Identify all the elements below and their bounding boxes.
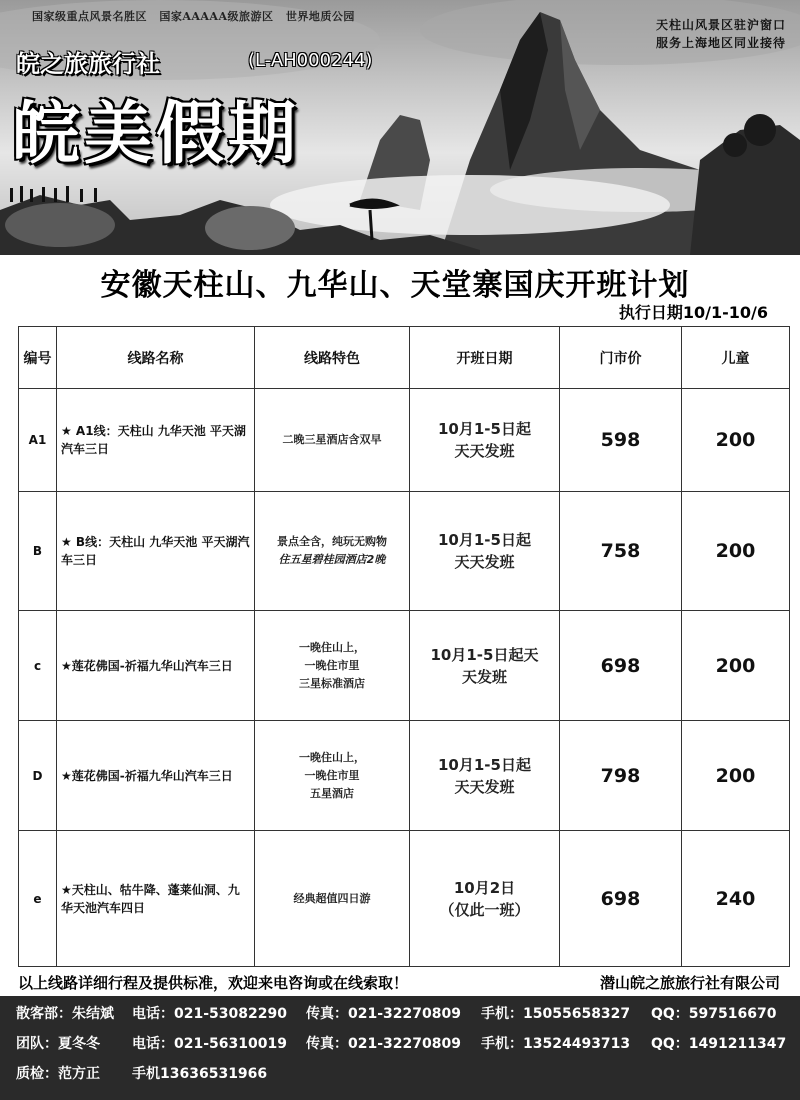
itinerary-notice: 以上线路详细行程及提供标准，欢迎来电咨询或在线索取！	[18, 974, 409, 992]
date-line: 10月2日	[453, 878, 516, 897]
table-row	[19, 831, 790, 967]
branch-note-line: 服务上海地区同业接待	[655, 36, 786, 50]
contact-mobile: 手机：13524493713	[481, 1036, 631, 1052]
departure-date	[410, 389, 560, 492]
table-row	[19, 389, 790, 492]
child-price: 200	[682, 721, 790, 831]
table-row	[19, 611, 790, 721]
departure-date	[410, 611, 560, 721]
feature-line: 一晚住市里	[304, 768, 360, 782]
route-feature	[255, 492, 410, 611]
table-row	[19, 492, 790, 611]
contact-fax: 传真：021-32270809	[306, 1006, 461, 1022]
route-name: ★ B线：天柱山 九华天池 平天湖汽车三日	[57, 492, 255, 611]
header-banner	[0, 0, 800, 255]
contact-mobile: 手机：15055658327	[481, 1006, 631, 1022]
table-row	[19, 721, 790, 831]
feature-line: 一晚住市里	[304, 658, 360, 672]
route-code: B	[19, 492, 57, 611]
feature-line: 三星标准酒店	[299, 676, 365, 690]
date-line: 天天发班	[454, 777, 515, 796]
date-line: （仅此一班）	[439, 900, 530, 919]
date-line: 天天发班	[454, 553, 515, 571]
retail-price: 758	[560, 492, 682, 611]
feature-line: 一晚住山上，	[299, 750, 365, 764]
feature-line: 一晚住山上，	[299, 640, 365, 654]
contact-role: 团队：夏冬冬	[16, 1036, 100, 1052]
page-title: 安徽天柱山、九华山、天堂寨国庆开班计划	[100, 268, 690, 303]
contact-phone: 电话：021-56310019	[132, 1036, 287, 1052]
date-line: 10月1-5日起天	[430, 645, 539, 664]
feature-line	[259, 551, 405, 569]
route-code: c	[19, 611, 57, 721]
agency-name: 皖之旅旅行社	[16, 50, 160, 78]
contact-qq: QQ：1491211347	[651, 1036, 787, 1052]
header-child-price: 儿童	[682, 327, 790, 389]
table-header-row	[19, 327, 790, 389]
child-price: 240	[682, 831, 790, 967]
contact-role: 质检：范方正	[16, 1066, 100, 1082]
header-code: 编号	[19, 327, 57, 389]
date-line: 天天发班	[454, 442, 515, 460]
contact-phone: 手机13636531966	[132, 1066, 268, 1082]
child-price: 200	[682, 611, 790, 721]
header-route-name: 线路名称	[57, 327, 255, 389]
route-feature	[255, 389, 410, 492]
retail-price: 598	[560, 389, 682, 492]
header-departure-date: 开班日期	[410, 327, 560, 389]
route-table	[18, 326, 790, 967]
date-line: 10月1-5日起	[438, 531, 531, 549]
route-feature	[255, 831, 410, 967]
execution-date: 执行日期10/1-10/6	[618, 303, 768, 322]
date-line: 天发班	[461, 667, 507, 686]
route-code: A1	[19, 389, 57, 492]
child-price: 200	[682, 492, 790, 611]
contact-role: 散客部：朱结斌	[16, 1006, 114, 1022]
contact-qq: QQ：597516670	[651, 1006, 777, 1022]
date-line: 10月1-5日起	[438, 755, 531, 774]
feature-line: 景点全含，纯玩无购物	[277, 535, 387, 548]
route-name: ★天柱山、牯牛降、蓬莱仙洞、九华天池汽车四日	[57, 831, 255, 967]
branch-note-line: 天柱山风景区驻沪窗口	[655, 18, 786, 32]
route-name: ★莲花佛国-祈福九华山汽车三日	[57, 721, 255, 831]
retail-price: 698	[560, 611, 682, 721]
feature-line-italic: 住五星碧桂园酒店2晚	[278, 553, 386, 566]
scenic-honors: 国家级重点风景名胜区 国家AAAAA级旅游区 世界地质公园	[32, 10, 355, 23]
departure-date	[410, 831, 560, 967]
departure-date	[410, 492, 560, 611]
route-code: D	[19, 721, 57, 831]
company-name: 潜山皖之旅旅行社有限公司	[599, 974, 780, 992]
feature-line: 五星酒店	[310, 786, 354, 800]
child-price: 200	[682, 389, 790, 492]
retail-price: 798	[560, 721, 682, 831]
branch-office-note	[656, 16, 786, 52]
header-route-feature: 线路特色	[255, 327, 410, 389]
license-number: (L-AH000244)	[248, 50, 373, 71]
route-feature	[255, 721, 410, 831]
contact-phone: 电话：021-53082290	[132, 1006, 287, 1022]
contact-panel	[0, 996, 800, 1100]
feature-line: 经典超值四日游	[293, 891, 371, 905]
contact-fax: 传真：021-32270809	[306, 1036, 461, 1052]
brand-title: 皖美假期	[12, 95, 301, 174]
retail-price: 698	[560, 831, 682, 967]
route-code: e	[19, 831, 57, 967]
header-retail-price: 门市价	[560, 327, 682, 389]
route-name: ★莲花佛国-祈福九华山汽车三日	[57, 611, 255, 721]
departure-date	[410, 721, 560, 831]
route-feature	[255, 611, 410, 721]
date-line: 10月1-5日起	[438, 420, 531, 438]
feature-line: 二晚三星酒店含双早	[282, 433, 382, 446]
route-name: ★ A1线：天柱山 九华天池 平天湖汽车三日	[57, 389, 255, 492]
